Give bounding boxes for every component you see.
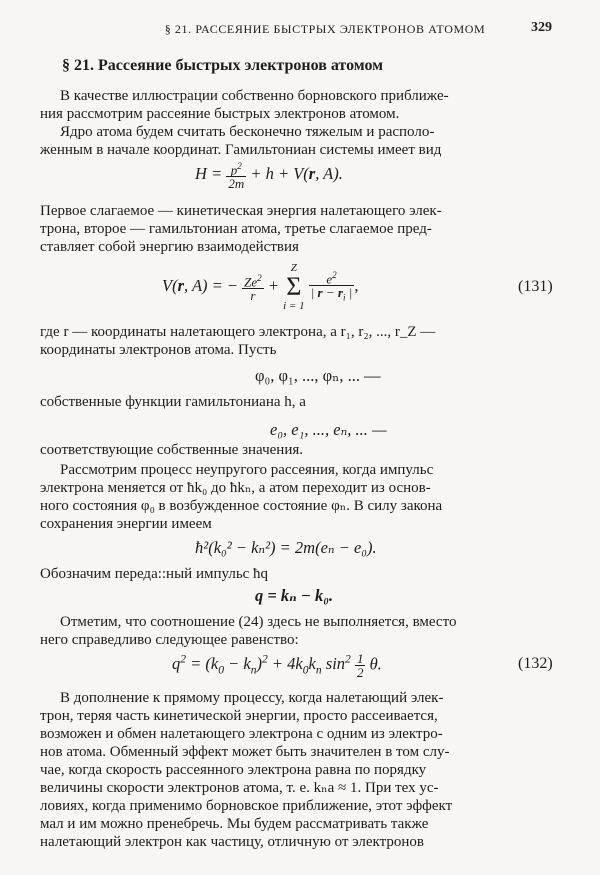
text-line: него справедливо следующее равенство:: [40, 632, 299, 648]
text-line: Отметим, что соотношение (24) здесь не выполняется, вместо: [60, 614, 457, 630]
paragraph-exchange: [40, 689, 553, 851]
text-line: ния рассмотрим рассеяние быстрых электронов атомом.: [40, 106, 400, 122]
text-line: сохранения энергии имеем: [40, 516, 212, 532]
text-line: возможен и обмен налетающего электрона с одним из электро-: [40, 726, 443, 742]
formula-energy: ħ²(k₀² − kₙ²) = 2m(eₙ − e₀).: [195, 538, 377, 557]
paragraph-terms: [40, 202, 553, 256]
text-line: координаты электронов атома. Пусть: [40, 342, 277, 358]
text-line: В качестве иллюстрации собственно борновского приближе-: [60, 88, 449, 104]
paragraph-relation: [40, 613, 553, 649]
text-line: Ядро атома будем считать бесконечно тяжелым и располо-: [60, 124, 435, 140]
text-line: трон, теряя часть кинетической энергии, просто рассеивается,: [40, 708, 438, 724]
formula-eigenvalues: e₀, e₁, ..., eₙ, ... —: [270, 420, 387, 439]
paragraph-nucleus: [40, 123, 553, 159]
paragraph-eigenfunctions: собственные функции гамильтониана h, а: [40, 394, 306, 410]
formula-hamiltonian: H = $\frac{p^2}{2m}$ + h + V(r, A).: [195, 161, 343, 192]
text-line: ного состояния φ₀ в возбужденное состояние φₙ. В силу закона: [40, 498, 443, 514]
equation-number: (132): [518, 655, 553, 672]
formula-momentum: q = kₙ − k₀.: [255, 586, 334, 605]
paragraph-eigenvalues: соответствующие собственные значения.: [40, 442, 303, 458]
text-line: нов атома. Обменный эффект может быть значителен в том слу-: [40, 744, 450, 760]
text-line: величины скорости электронов атома, т. е. kₙa ≈ 1. При тех ус-: [40, 780, 439, 796]
text-line: электрона меняется от ħk₀ до ħkₙ, а атом переходит из основ-: [40, 480, 431, 496]
text-line: ловиях, когда применимо борновское приближение, этот эффект: [40, 798, 453, 814]
formula-eigenfunctions: φ₀, φ₁, ..., φₙ, ... —: [255, 366, 381, 385]
paragraph-intro: [40, 87, 553, 123]
text-line: налетающий электрон как частицу, отличную от электронов: [40, 834, 424, 850]
formula-interaction: V(r, A) = − $\frac{Ze^2}{r}$ + Z Σ i = 1 $\frac{e^2}{| r - r_i |}$ ,: [162, 262, 359, 312]
running-head: § 21. РАССЕЯНИЕ БЫСТРЫХ ЭЛЕКТРОНОВ АТОМОМ: [164, 22, 486, 36]
text-line: трона, второе — гамильтониан атома, третье слагаемое пред-: [40, 221, 432, 237]
section-title: § 21. Рассеяние быстрых электронов атомом: [62, 57, 384, 74]
text-line: где r — координаты налетающего электрона, а r₁, r₂, ..., r_Z —: [40, 324, 436, 340]
text-line: Рассмотрим процесс неупругого рассеяния, когда импульс: [60, 462, 434, 478]
paragraph-inelastic: [40, 461, 553, 533]
text-line: В дополнение к прямому процессу, когда налетающий элек-: [60, 690, 444, 706]
text-line: ставляет собой энергию взаимодействия: [40, 239, 299, 255]
text-line: женным в начале координат. Гамильтониан системы имеет вид: [40, 142, 442, 158]
paragraph-coordinates: [40, 323, 553, 359]
text-line: Первое слагаемое — кинетическая энергия налетающего элек-: [40, 203, 442, 219]
equation-number: (131): [518, 278, 553, 295]
text-line: чае, когда скорость рассеянного электрона равна по порядку: [40, 762, 427, 778]
page-number: 329: [531, 20, 552, 35]
text-line: мал и им можно пренебречь. Мы будем рассматривать также: [40, 816, 429, 832]
paragraph-momentum: Обозначим переда::ный импульс ħq: [40, 566, 269, 582]
formula-q-squared: $q^2 = (k_0 - k_n)^2 + 4k_0k_n$ $\sin^2$ $\frac{1}{2}$ θ.: [172, 651, 382, 680]
